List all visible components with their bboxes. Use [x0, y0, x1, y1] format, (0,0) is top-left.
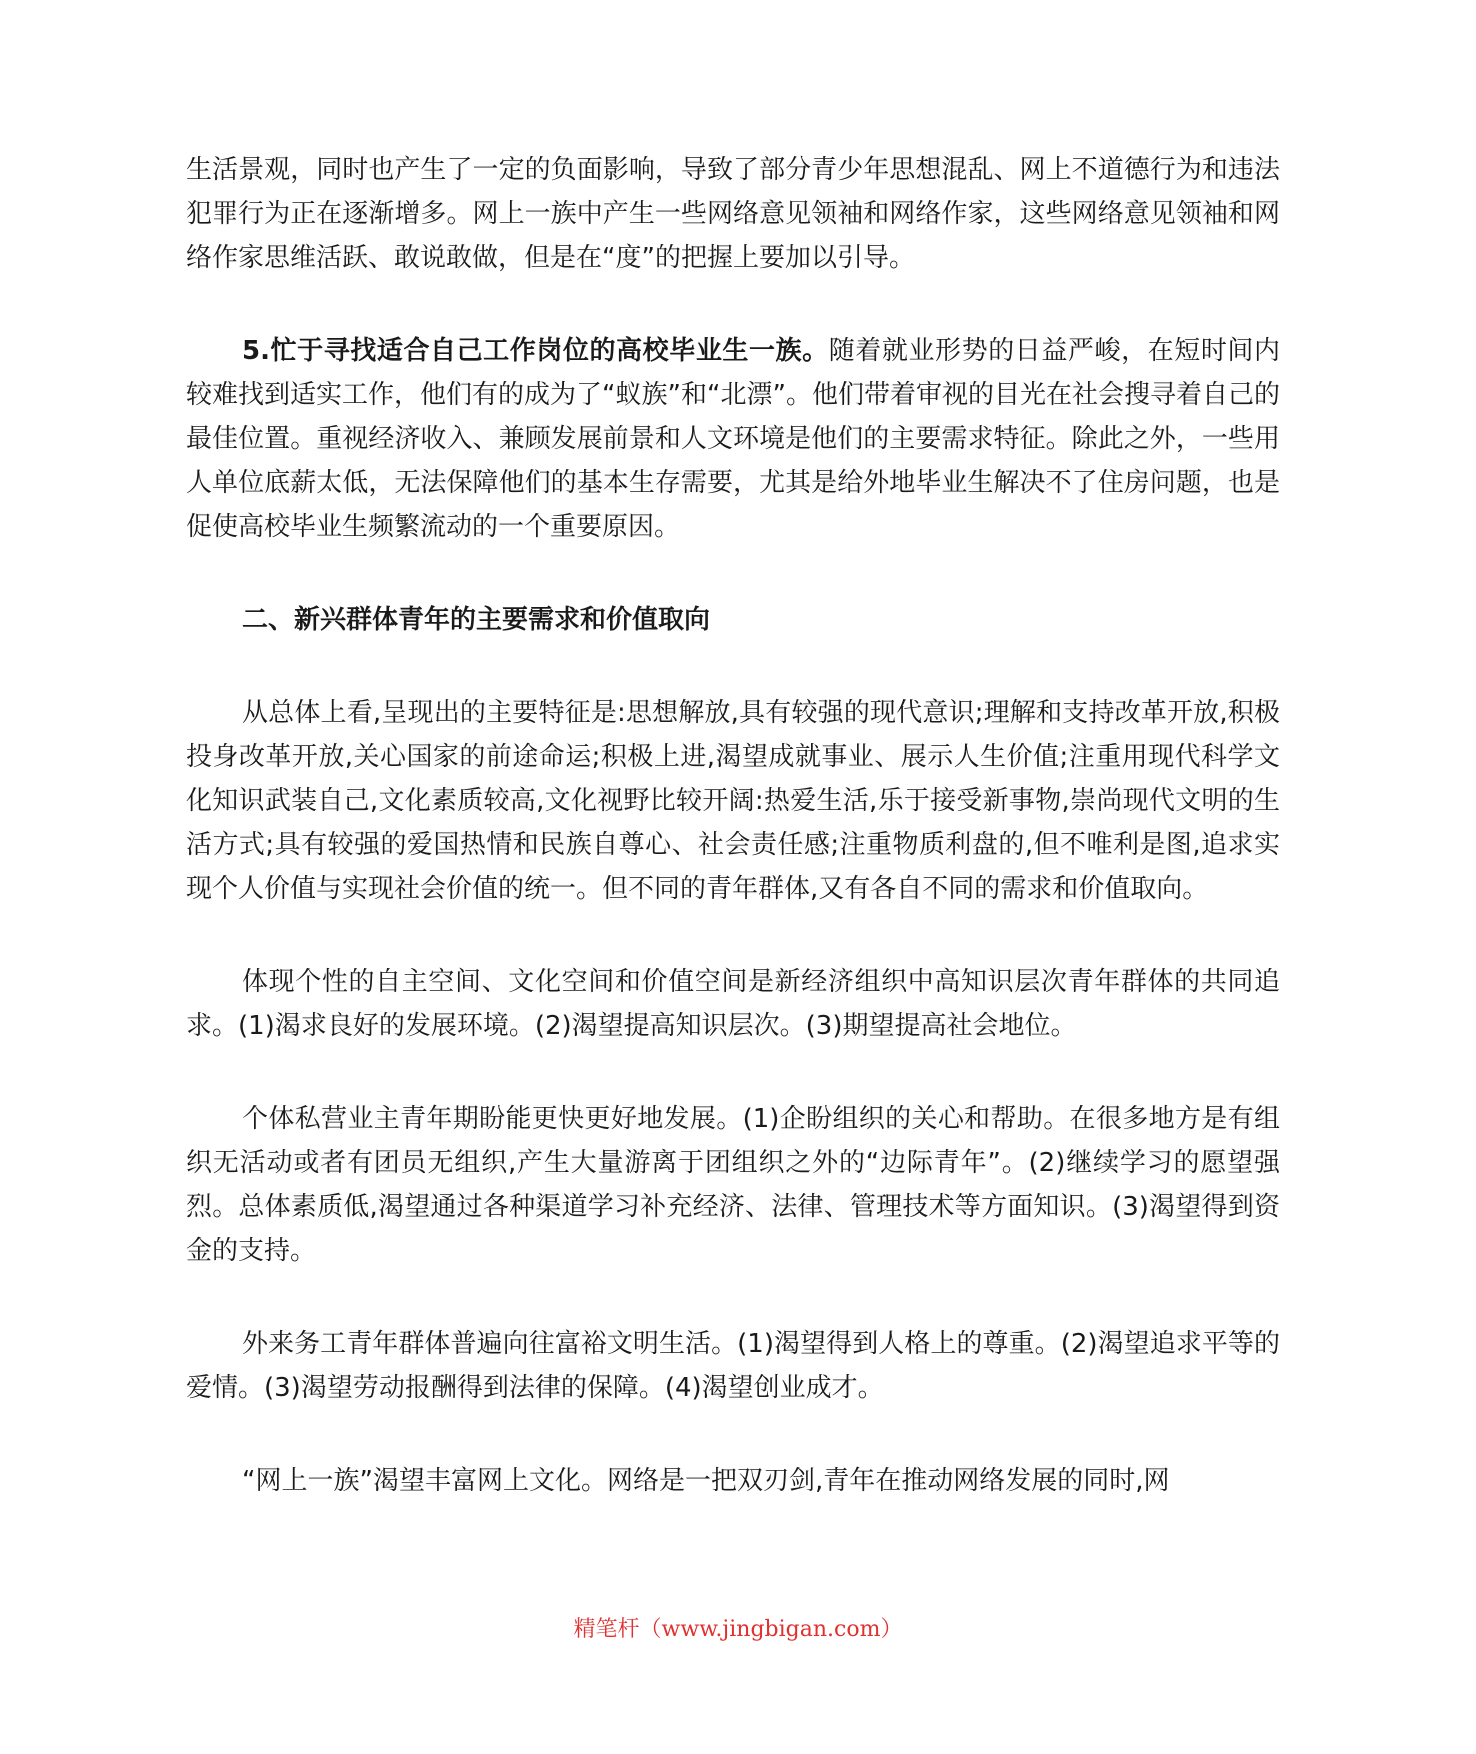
paragraph-private-owners: 个体私营业主青年期盼能更快更好地发展。(1)企盼组织的关心和帮助。在很多地方是有组织无活动或者有团员无组织,产生大量游离于团组织之外的“边际青年”。(2)继续学习的愿望强烈。总体素质低,渴望通过各种渠道学习补充经济、法律、管理技术等方面知识。(3)渴望得到资金的支持。 [186, 1104, 1280, 1266]
footer-watermark: 精笔杆（www.jingbigan.com） [573, 1617, 903, 1642]
paragraph-online-group: “网上一族”渴望丰富网上文化。网络是一把双刃剑,青年在推动网络发展的同时,网 [242, 1466, 1170, 1496]
paragraph-graduates [186, 329, 1280, 549]
paragraph-migrant-workers: 外来务工青年群体普遍向往富裕文明生活。(1)渴望得到人格上的尊重。(2)渴望追求平等的爱情。(3)渴望劳动报酬得到法律的保障。(4)渴望创业成才。 [186, 1329, 1280, 1403]
paragraph-overall-features: 从总体上看,呈现出的主要特征是:思想解放,具有较强的现代意识;理解和支持改革开放,积极投身改革开放,关心国家的前途命运;积极上进,渴望成就事业、展示人生价值;注重用现代科学文化知识武装自己,文化素质较高,文化视野比较开阔:热爱生活,乐于接受新事物,崇尚现代文明的生活方式;具有较强的爱国热情和民族自尊心、社会责任感;注重物质利盘的,但不唯利是图,追求实现个人价值与实现社会价值的统一。但不同的青年群体,又有各自不同的需求和价值取向。 [186, 698, 1280, 904]
paragraph-body: 随着就业形势的日益严峻，在短时间内较难找到适实工作，他们有的成为了“蚁族”和“北漂”。他们带着审视的目光在社会搜寻着自己的最佳位置。重视经济收入、兼顾发展前景和人文环境是他们的主要需求特征。除此之外，一些用人单位底薪太低，无法保障他们的基本生存需要，尤其是给外地毕业生解决不了住房问题，也是促使高校毕业生频繁流动的一个重要原因。 [186, 336, 1280, 542]
document-body [186, 148, 1280, 1552]
paragraph-continued: 生活景观，同时也产生了一定的负面影响，导致了部分青少年思想混乱、网上不道德行为和违法犯罪行为正在逐渐增多。网上一族中产生一些网络意见领袖和网络作家，这些网络意见领袖和网络作家思维活跃、敢说敢做，但是在“度”的把握上要加以引导。 [186, 155, 1280, 273]
section-heading: 二、新兴群体青年的主要需求和价值取向 [242, 605, 711, 635]
paragraph-lead-bold: 5.忙于寻找适合自己工作岗位的高校毕业生一族。 [242, 336, 829, 366]
paragraph-knowledge-workers: 体现个性的自主空间、文化空间和价值空间是新经济组织中高知识层次青年群体的共同追求。(1)渴求良好的发展环境。(2)渴望提高知识层次。(3)期望提高社会地位。 [186, 967, 1280, 1041]
